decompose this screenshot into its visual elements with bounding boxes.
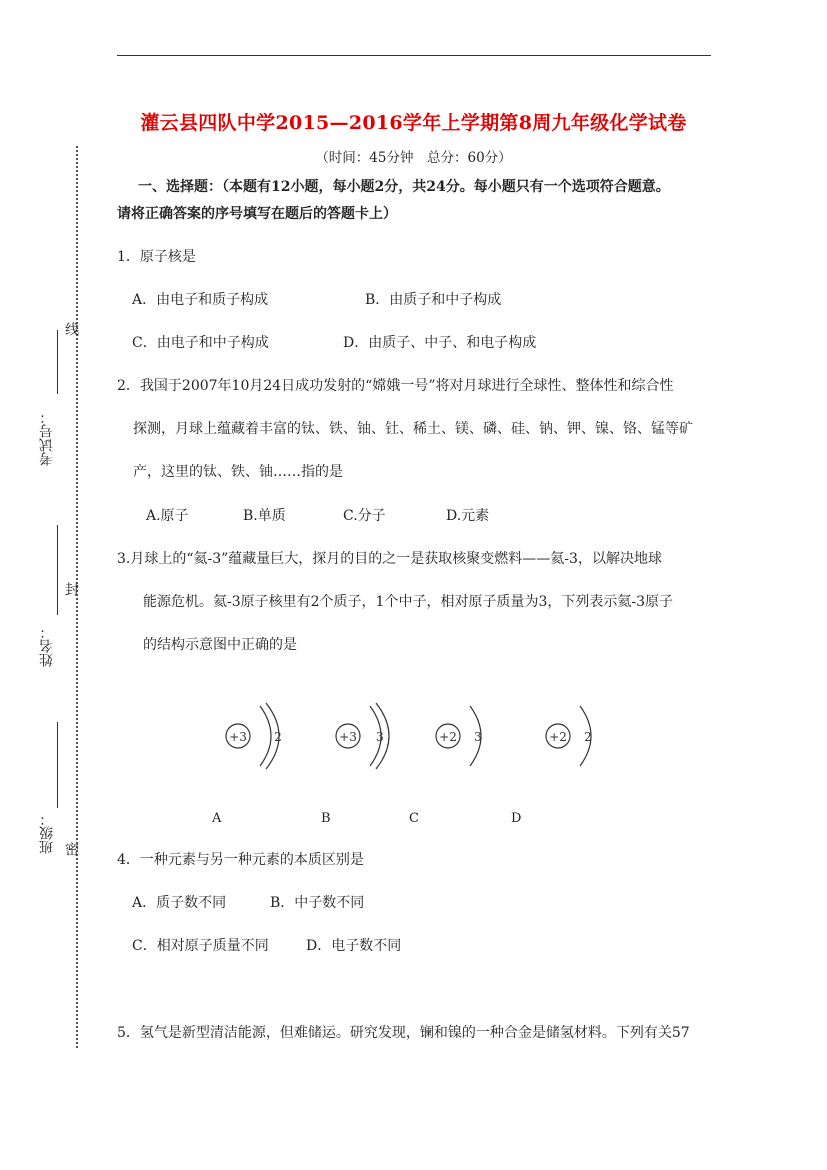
q2-option-b: B.单质 xyxy=(243,508,286,524)
atom-diagram-a xyxy=(226,703,282,769)
top-rule xyxy=(117,55,711,56)
q1-option-a: A．由电子和质子构成 xyxy=(132,292,269,308)
section1-line2: 请将正确答案的序号填写在题后的答题卡上） xyxy=(117,206,397,222)
q2-line3: 产，这里的钛、铁、铀……指的是 xyxy=(133,464,343,480)
nucleus-charge-d: +2 xyxy=(549,730,567,744)
diagram-label-a: A xyxy=(212,811,222,826)
nucleus-charge-b: +3 xyxy=(339,730,357,744)
diagram-label-d: D xyxy=(511,811,522,826)
diagram-label-c: C xyxy=(409,811,419,826)
q1-option-b: B．由质子和中子构成 xyxy=(365,292,502,308)
side-rule-2 xyxy=(57,525,58,615)
q3-line2: 能源危机。氦-3原子核里有2个质子，1个中子，相对原子质量为3，下列表示氦-3原子 xyxy=(143,594,673,610)
q3-line1: 3.月球上的“氦-3”蕴藏量巨大，探月的目的之一是获取核聚变燃料——氦-3，以解决地球 xyxy=(117,551,662,567)
q3-line3: 的结构示意图中正确的是 xyxy=(143,637,297,653)
q5-line1: 5．氢气是新型清洁能源，但难储运。研究发现，镧和镍的一种合金是储氢材料。下列有关57 xyxy=(117,1025,690,1041)
section1-line1: 一、选择题：（本题有12小题，每小题2分，共24分。每小题只有一个选项符合题意。 xyxy=(138,179,670,195)
diagram-label-b: B xyxy=(321,811,331,826)
side-xingming-label: 姓名： xyxy=(39,625,55,667)
q2-option-c: C.分子 xyxy=(343,508,386,524)
q4-option-b: B．中子数不同 xyxy=(270,895,365,911)
side-feng-label: 封 xyxy=(63,582,79,596)
atom-structure-diagrams xyxy=(200,700,620,780)
side-rule-3 xyxy=(57,722,58,808)
exam-subtitle: （时间：45分钟 总分：60分） xyxy=(315,150,512,166)
q4-option-c: C．相对原子质量不同 xyxy=(132,938,269,954)
side-rule-1 xyxy=(57,330,58,394)
q2-line2: 探测，月球上蕴藏着丰富的钛、铁、铀、钍、稀土、镁、磷、硅、钠、钾、镍、铬、锰等矿 xyxy=(133,421,693,437)
atom-diagram-d xyxy=(546,706,592,766)
q1-stem: 1．原子核是 xyxy=(117,249,196,265)
nucleus-charge-a: +3 xyxy=(229,730,247,744)
q1-option-d: D．由质子、中子、和电子构成 xyxy=(343,335,537,351)
electron-count-c: 3 xyxy=(474,730,482,744)
binding-dotted-line xyxy=(76,146,78,1048)
q4-option-a: A．质子数不同 xyxy=(132,895,227,911)
side-kaoshihao-label: 考试号： xyxy=(39,410,55,466)
side-xian-label: 线 xyxy=(63,322,79,336)
side-mi-label: 密 xyxy=(63,842,79,856)
q2-line1: 2．我国于2007年10月24日成功发射的“嫦娥一号”将对月球进行全球性、整体性和综合性 xyxy=(117,378,674,394)
exam-title: 灌云县四队中学2015—2016学年上学期第8周九年级化学试卷 xyxy=(140,112,687,134)
q4-option-d: D．电子数不同 xyxy=(306,938,402,954)
q2-option-a: A.原子 xyxy=(146,508,189,524)
side-banji-label: 班级： xyxy=(39,812,55,854)
atom-diagram-c xyxy=(436,706,482,766)
atom-diagram-b xyxy=(336,703,389,769)
electron-count-b: 3 xyxy=(376,730,384,744)
electron-count-a: 2 xyxy=(274,730,282,744)
nucleus-charge-c: +2 xyxy=(439,730,457,744)
q2-option-d: D.元素 xyxy=(446,508,490,524)
q1-option-c: C．由电子和中子构成 xyxy=(132,335,269,351)
q4-stem: 4．一种元素与另一种元素的本质区别是 xyxy=(117,852,364,868)
electron-count-d: 2 xyxy=(584,730,592,744)
